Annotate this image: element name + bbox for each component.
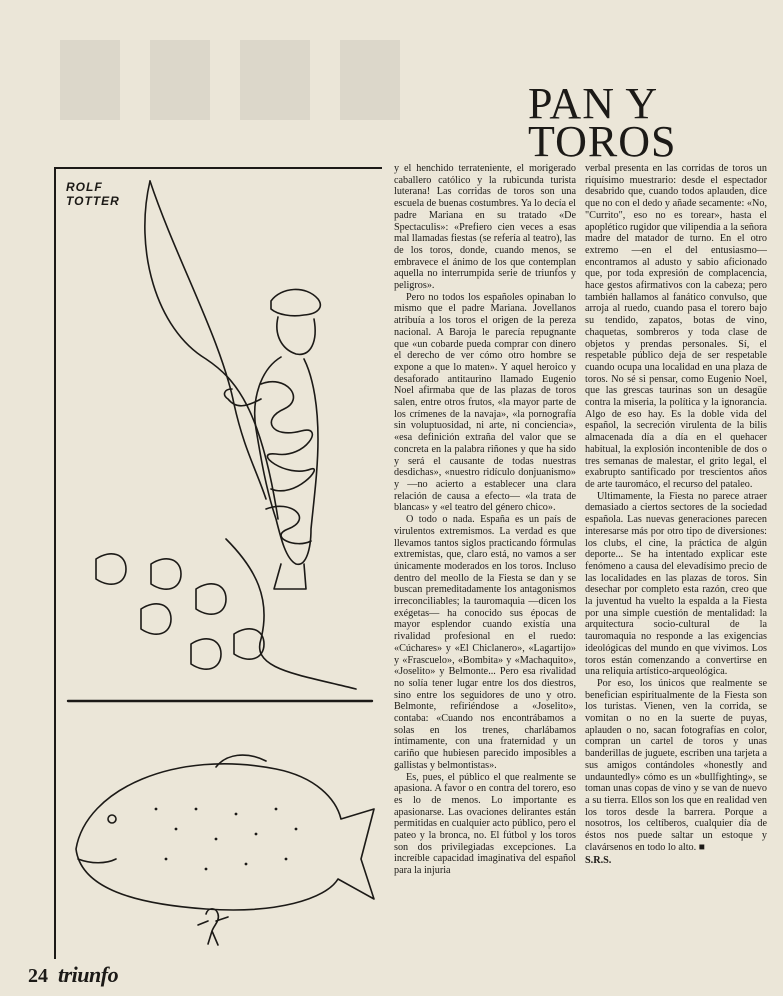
tangled-line-2 xyxy=(266,506,311,543)
article-title xyxy=(528,79,677,166)
cartoon-illustration xyxy=(54,167,382,959)
faded-background-lettering xyxy=(60,30,460,140)
shoreline xyxy=(226,539,356,689)
title-line-2: TOROS xyxy=(528,117,677,166)
paragraph: Por eso, los únicos que realmente se benefician espiritualmente de la Fiesta son los turistas. Vienen, ven la corrida, se vomitan o no en la suerte de puyas, aplauden o no, sacan fotografías en color, compran un cartel de toros y unas banderillas de juguete, escriben una tarjeta a sus amigos contándoles «honestly and undauntedly» cómo es un «bullfighting», se toman unas copas de vino y se van de nuevo a su tierra. Ellos son los que en realidad ven los toros desde la barrera. Porque a nosotros, los celtíberos, cualquier día de éstos nos puede saltar un estoque y clavársenos en todo lo alto. ■ xyxy=(585,677,767,853)
paragraph: y el henchido terrateniente, el morigerado caballero católico y la rubicunda turista luterana! Las corridas de toros son una escuela de buenas costumbres. Ya lo decía el padre Mariana en su tratado «De Spectaculis»: «Prefiero cien veces a esas mal llamadas fiestas (se refería al teatro), las de los toros, donde, cuando menos, se embravece el ánimo de los que contemplan aquella no interrumpida serie de triunfos y peligros». xyxy=(394,163,576,292)
article-column-2 xyxy=(585,163,767,867)
big-fish-eye xyxy=(108,815,116,823)
small-figure xyxy=(198,909,228,945)
fish-group xyxy=(96,554,264,669)
big-fish-fin xyxy=(216,755,266,767)
fishing-rod xyxy=(150,181,266,499)
paragraph: Ultimamente, la Fiesta no parece atraer demasiado a ciertos sectores de la sociedad española. Las nuevas generaciones parecen interesarse más por otro tipo de diversiones: los clubs, el cine, la práctica de algún deporte... Se ha intentado explicar este fenómeno a causa del elevadísimo precio de las localidades en las plazas de toros. Sin desechar por completo esta razón, creo que la juventud ha vuelto la espalda a la Fiesta por una simple cuestión de mentalidad: la arquitectura socio-cultural de la tauromaquia no responde a las exigencias ideológicas del mundo en que vivimos. Los toros están comenzando a convertirse en una reliquia artístico-arqueológica. xyxy=(585,490,767,678)
fish-speckles xyxy=(155,808,298,871)
fisherman-body xyxy=(255,357,318,564)
fishing-line xyxy=(145,181,278,519)
article-column-1 xyxy=(394,163,576,877)
magazine-logo: triunfo xyxy=(58,962,119,987)
fisherman-boots xyxy=(274,564,306,589)
paragraph: Pero no todos los españoles opinaban lo mismo que el padre Mariana. Jovellanos atribuía a los toros el origen de la pereza nacional. A Baroja le parecía repugnante que «un cobarde pueda comprar con dinero el derecho de ver cómo otro hombre se expone a que lo maten». Y aquel heroico y desaforado antitaurino llamado Eugenio Noel afirmaba que de las plazas de toros salen, entre otros frutos, «la mayor parte de los crímenes de la navaja», «la pornografía sin voluptuosidad, ni arte, ni conciencia», «esa definición extraña del valor que se concreta en la palabra riñones y que ha sido y será el causante de todas nuestras desdichas», «nuestro ridículo donjuanismo» y —no acierto a establecer una clara relación de causa a efecto— «la trata de blancas» y «el teatro del género chico». xyxy=(394,291,576,514)
article-author: S.R.S. xyxy=(585,855,612,867)
cartoon-drawing xyxy=(56,169,382,959)
cartoonist-signature: ROLF TOTTER xyxy=(66,180,120,208)
fisherman-head xyxy=(277,317,315,354)
big-fish-mouth xyxy=(78,859,116,863)
paragraph: O todo o nada. España es un país de virulentos extremismos. La verdad es que llevamos tantos siglos practicando fórmulas extremistas, que, claro está, no vamos a ser únicamente moderados en los toros. Incluso dentro del meollo de la Fiesta se dan y se buscan premeditadamente los antagonismos irreconciliables; la tauromaquia —dicen los exégetas— ha conocido sus épocas de mayor esplendor cuando existía una rivalidad profesional en el ruedo: «Cúchares» y «El Chiclanero», «Lagartijo» y «Frascuelo», «Bombita» y «Machaquito», «Joselito» y Belmonte... Pero esa rivalidad no solía tener lugar entre los dos diestros, sino entre los seguidores de uno y otro. Belmonte, refiriéndose a «Joselito», contaba: «Cuando nos encontrábamos a solas en los trenes, charlábamos íntimamente, con una fraternidad y un cariño que hubiesen parecido imposibles a gallistas y belmontistas». xyxy=(394,514,576,771)
paragraph: Es, pues, el público el que realmente se apasiona. A favor o en contra del torero, eso es lo de menos. Lo importante es apasionarse. Las ovaciones delirantes están permitidas en cualquier acto público, pero el pateo y la bronca, no. El fútbol y los toros son dos privilegiadas excepciones. La increíble capacidad imaginativa del español para la injuria xyxy=(394,771,576,877)
page-number: 24 xyxy=(28,965,48,987)
fisherman-hat xyxy=(271,289,320,315)
title-line-1: PAN Y xyxy=(528,79,659,128)
big-fish-body xyxy=(76,764,374,910)
paragraph: verbal presenta en las corridas de toros un riquísimo muestrario: desde el espectador desabrido que, cuando todos aplauden, dice que no con el dedo y añade secamente: «No, "Currito", eso no es torear», hasta el apoplético rugidor que vilipendia a la señora madre del matador de turno. En el otro extremo —en el del entusiasmo— encontramos al adusto y sabio aficionado que, por toda expresión de complacencia, hace gestos afirmativos con la cabeza; pero también hallamos al fanático convulso, que arroja al ruedo, cuando pasa el torero bajo su tendido, zapatos, botas de vino, chaquetas, sombreros y toda clase de objetos y prendas personales. Sí, el respetable público deja de ser respetable cuando ocupa una localidad en una plaza de toros. No sé si pensar, como Eugenio Noel, que las grescas taurinas son un desagüe contra la miseria, la política y la ignorancia. Algo de eso hay. Es la doble vida del español, la secreción virulenta de la bilis almacenada día a día en el quehacer habitual, la explosión incontenible de dos o tres semanas de malestar, el grito legal, el exabrupto santificado por trescientos años de arte tauromáco, el recurso del pataleo. xyxy=(585,163,767,490)
page-footer xyxy=(28,962,118,988)
